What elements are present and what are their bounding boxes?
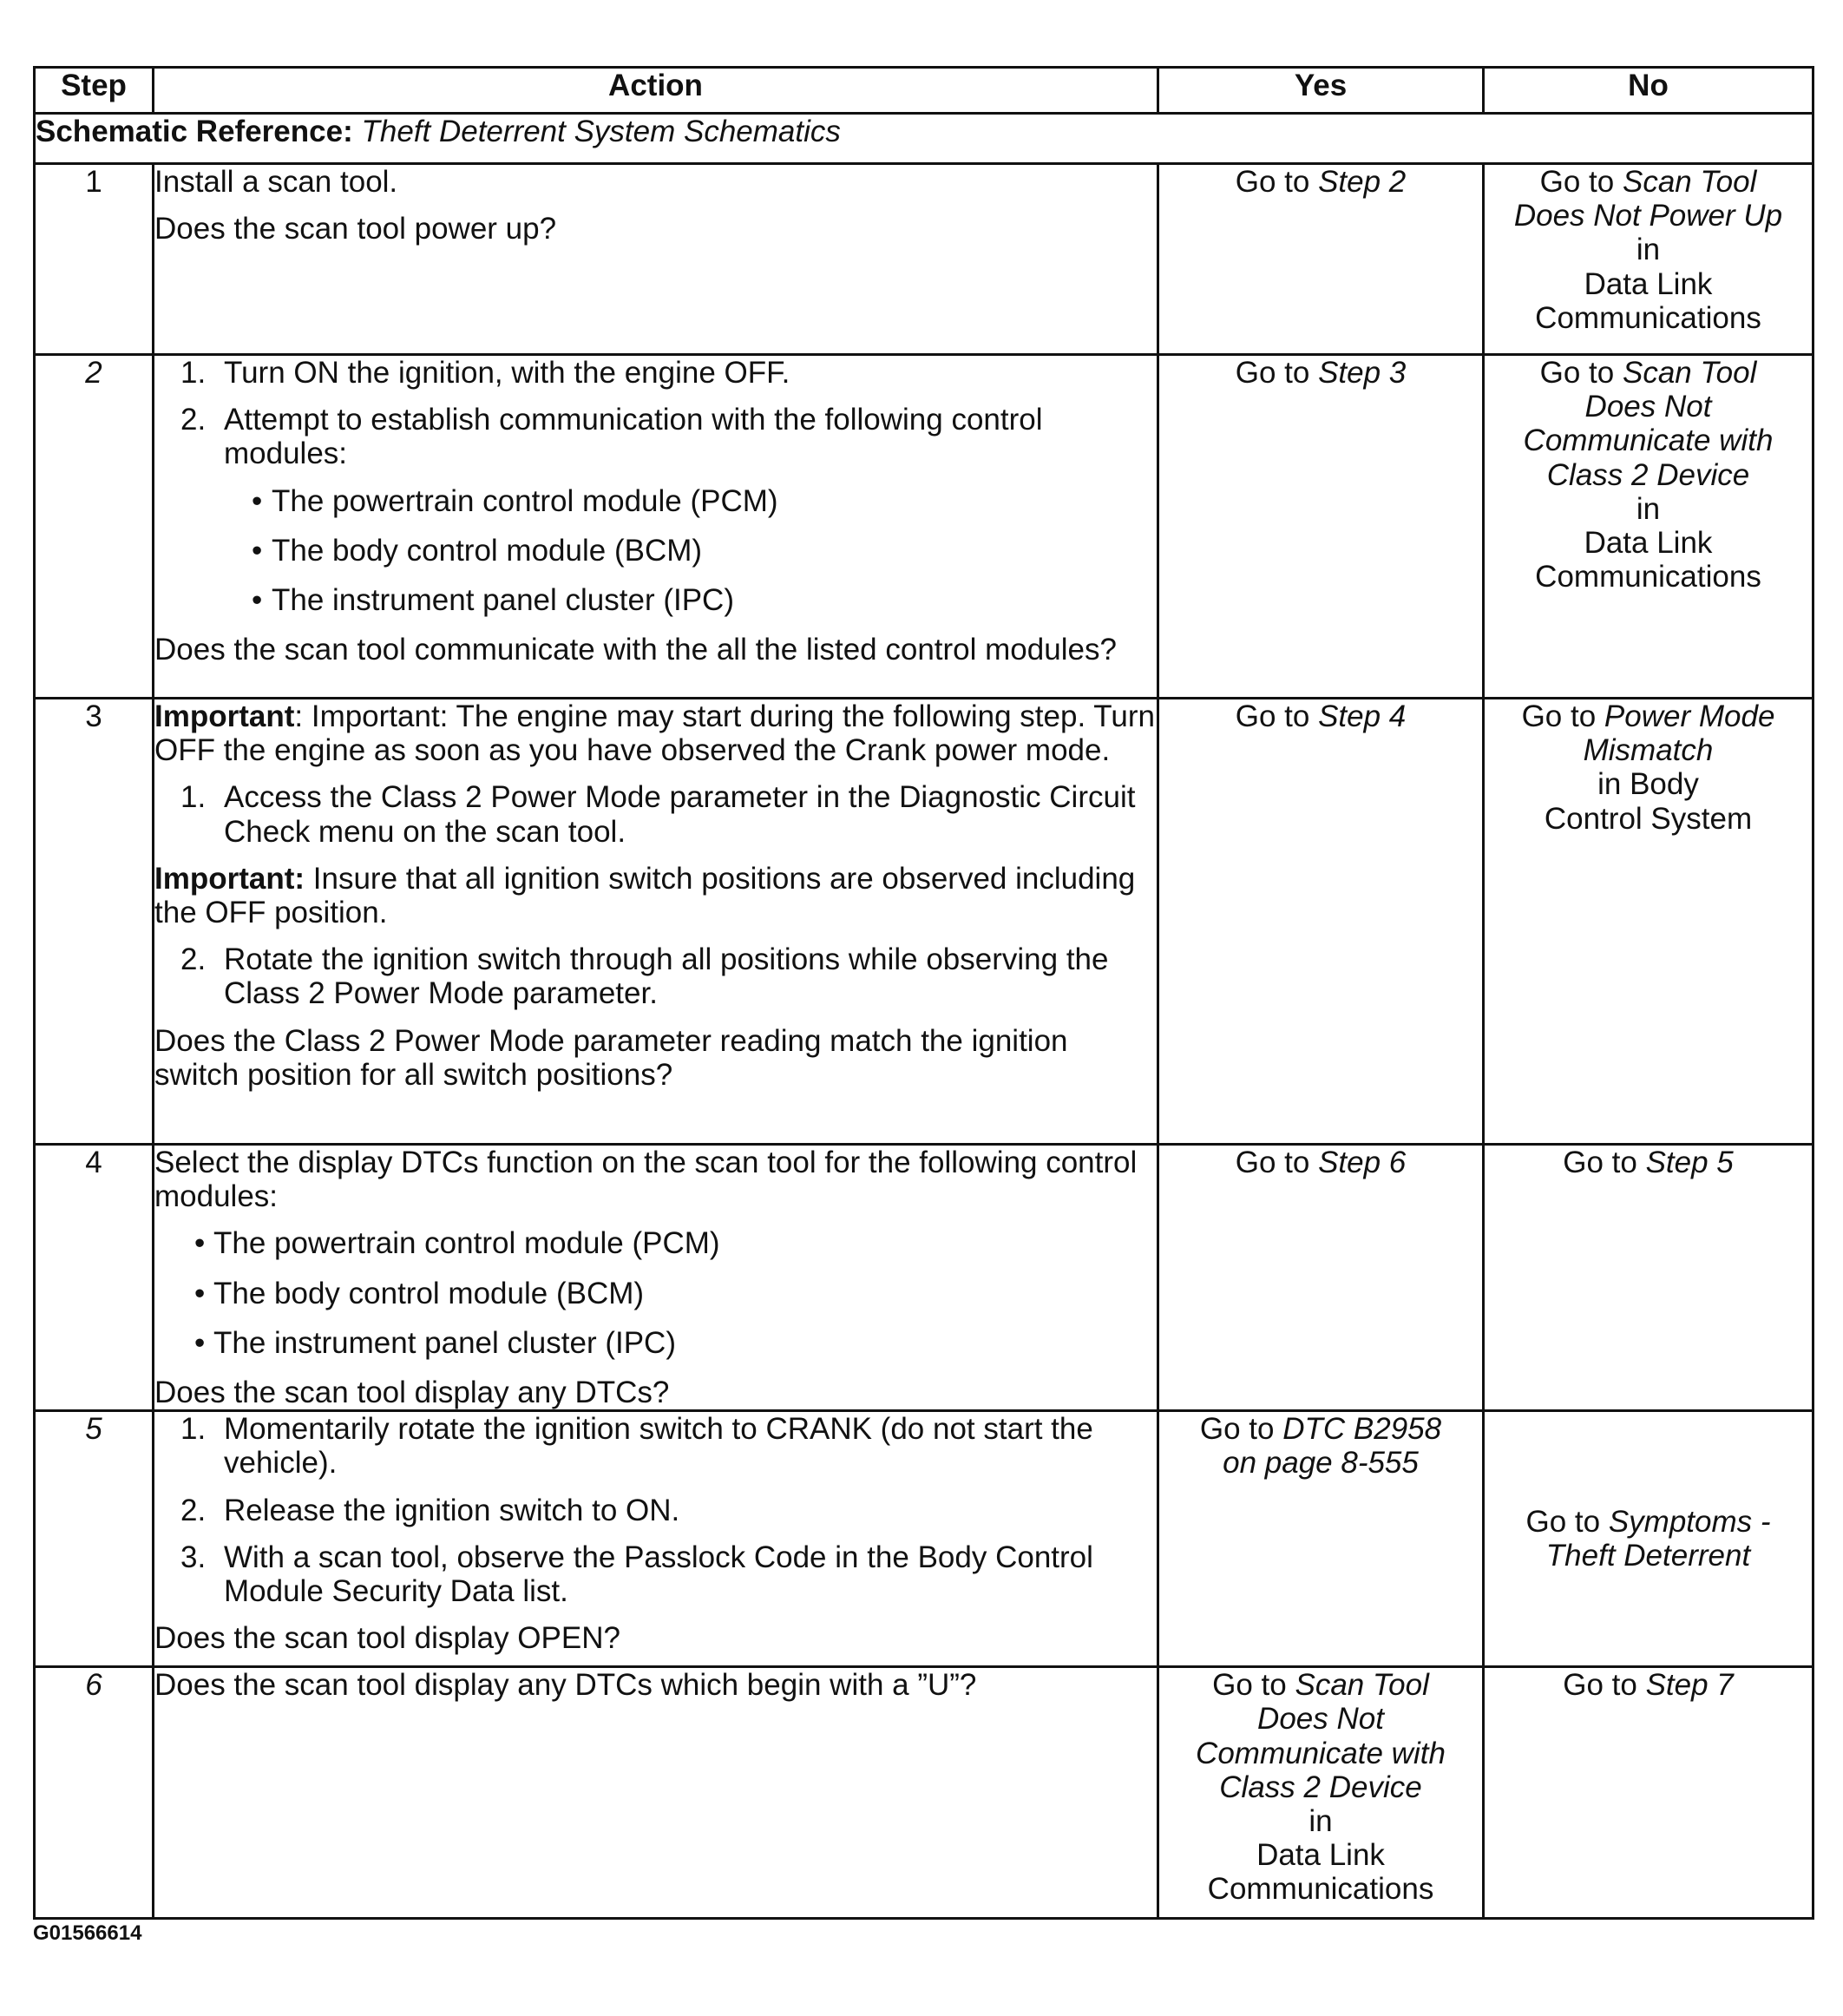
bullet-item: • The instrument panel cluster (IPC)	[154, 583, 1157, 617]
yes-cell: Go to Step 6	[1158, 1145, 1484, 1411]
action-cell	[154, 164, 1158, 355]
no-cell: Go to Power Mode Mismatch in Body Control System	[1484, 699, 1813, 1145]
action-question: Does the scan tool communicate with the all the listed control modules?	[154, 633, 1117, 667]
important-note: Important: Important: The engine may start during the following step. Turn OFF the engine as soon as you have observed the Crank power mode.	[154, 699, 1155, 768]
yes-link[interactable]: Step 3	[1318, 356, 1407, 390]
no-cell: Go to Scan Tool Does Not Power Up in Data Link Communications	[1484, 164, 1813, 355]
no-link[interactable]: Step 5	[1645, 1146, 1734, 1179]
yes-cell: Go to DTC B2958 on page 8-555	[1158, 1411, 1484, 1667]
table-row	[35, 1667, 1813, 1919]
action-question: Does the Class 2 Power Mode parameter reading match the ignition switch position for all switch positions?	[154, 1023, 1068, 1092]
no-link[interactable]: Symptoms -	[1608, 1504, 1771, 1539]
no-cell: Go to Step 5	[1484, 1145, 1813, 1411]
yes-link[interactable]: Step 2	[1318, 165, 1407, 199]
table-row	[35, 164, 1813, 355]
diagnostic-table	[33, 66, 1814, 1920]
action-cell	[154, 355, 1158, 699]
action-question: Does the scan tool display any DTCs?	[154, 1375, 670, 1409]
header-action: Action	[154, 68, 1158, 114]
numbered-list	[154, 942, 1157, 1010]
no-cell: Go to Scan Tool Does Not Communicate with Class 2 Device in Data Link Communications	[1484, 355, 1813, 699]
no-cell: Go to Step 7	[1484, 1667, 1813, 1919]
action-text: Select the display DTCs function on the scan tool for the following control modules:	[154, 1146, 1138, 1214]
action-cell	[154, 1145, 1158, 1411]
schematic-reference-label: Schematic Reference:	[36, 115, 353, 148]
list-item: 2. Rotate the ignition switch through all positions while observing the Class 2 Power Mode parameter.	[180, 942, 1109, 1011]
yes-link[interactable]: Step 6	[1318, 1146, 1407, 1179]
schematic-reference-row	[35, 114, 1813, 164]
header-no: No	[1484, 68, 1813, 114]
action-text: Install a scan tool.	[154, 165, 398, 199]
yes-link[interactable]: Step 4	[1318, 699, 1407, 733]
list-item: 3. With a scan tool, observe the Passlock Code in the Body Control Module Security Data list.	[180, 1540, 1093, 1608]
yes-link[interactable]: DTC B2958	[1282, 1412, 1442, 1447]
action-cell	[154, 1667, 1158, 1919]
bullet-list	[154, 484, 1157, 618]
no-cell: Go to Symptoms - Theft Deterrent	[1484, 1411, 1813, 1667]
schematic-reference-link[interactable]: Theft Deterrent System Schematics	[361, 115, 841, 148]
numbered-list	[154, 1412, 1157, 1608]
action-question: Does the scan tool display any DTCs which begin with a ”U”?	[154, 1668, 977, 1703]
figure-code: G01566614	[33, 1921, 142, 1945]
list-item: 1. Access the Class 2 Power Mode parameter in the Diagnostic Circuit Check menu on the scan tool.	[180, 780, 1136, 849]
step-number: 3	[35, 699, 154, 1145]
list-item: 1. Turn ON the ignition, with the engine OFF.	[180, 356, 790, 390]
no-link[interactable]: Power Mode	[1604, 699, 1775, 733]
list-item: 2. Release the ignition switch to ON.	[180, 1493, 680, 1527]
yes-link[interactable]: Scan Tool	[1295, 1668, 1429, 1703]
list-item: 2. Attempt to establish communication with the following control modules: • The powertrain control module (PCM) • The body control module (BCM) • The instrument panel cluster (IPC)	[154, 403, 1157, 617]
numbered-list	[154, 780, 1157, 848]
step-number: 6	[35, 1667, 154, 1919]
yes-cell: Go to Step 2	[1158, 164, 1484, 355]
no-link[interactable]: Scan Tool	[1622, 165, 1757, 199]
bullet-item: • The powertrain control module (PCM)	[154, 1226, 1157, 1260]
yes-cell: Go to Scan Tool Does Not Communicate with Class 2 Device in Data Link Communications	[1158, 1667, 1484, 1919]
bullet-item: • The powertrain control module (PCM)	[154, 484, 1157, 518]
bullet-item: • The instrument panel cluster (IPC)	[154, 1326, 1157, 1360]
action-cell	[154, 699, 1158, 1145]
yes-cell: Go to Step 3	[1158, 355, 1484, 699]
table-row	[35, 699, 1813, 1145]
schematic-reference	[35, 114, 1813, 164]
numbered-list	[154, 356, 1157, 617]
action-question: Does the scan tool power up?	[154, 212, 557, 246]
header-yes: Yes	[1158, 68, 1484, 114]
step-number: 4	[35, 1145, 154, 1411]
step-number: 1	[35, 164, 154, 355]
header-row	[35, 68, 1813, 114]
list-item: 1. Momentarily rotate the ignition switch to CRANK (do not start the vehicle).	[180, 1412, 1093, 1481]
bullet-item: • The body control module (BCM)	[154, 534, 1157, 568]
no-link[interactable]: Step 7	[1645, 1668, 1734, 1703]
important-note: Important: Insure that all ignition switch positions are observed including the OFF position.	[154, 861, 1136, 929]
table-row	[35, 355, 1813, 699]
table-row	[35, 1145, 1813, 1411]
bullet-item: • The body control module (BCM)	[154, 1277, 1157, 1310]
step-number: 5	[35, 1411, 154, 1667]
step-number: 2	[35, 355, 154, 699]
no-link[interactable]: Scan Tool	[1622, 356, 1757, 390]
header-step: Step	[35, 68, 154, 114]
action-cell	[154, 1411, 1158, 1667]
table-row	[35, 1411, 1813, 1667]
bullet-list	[154, 1226, 1157, 1360]
yes-cell: Go to Step 4	[1158, 699, 1484, 1145]
action-question: Does the scan tool display OPEN?	[154, 1621, 620, 1656]
